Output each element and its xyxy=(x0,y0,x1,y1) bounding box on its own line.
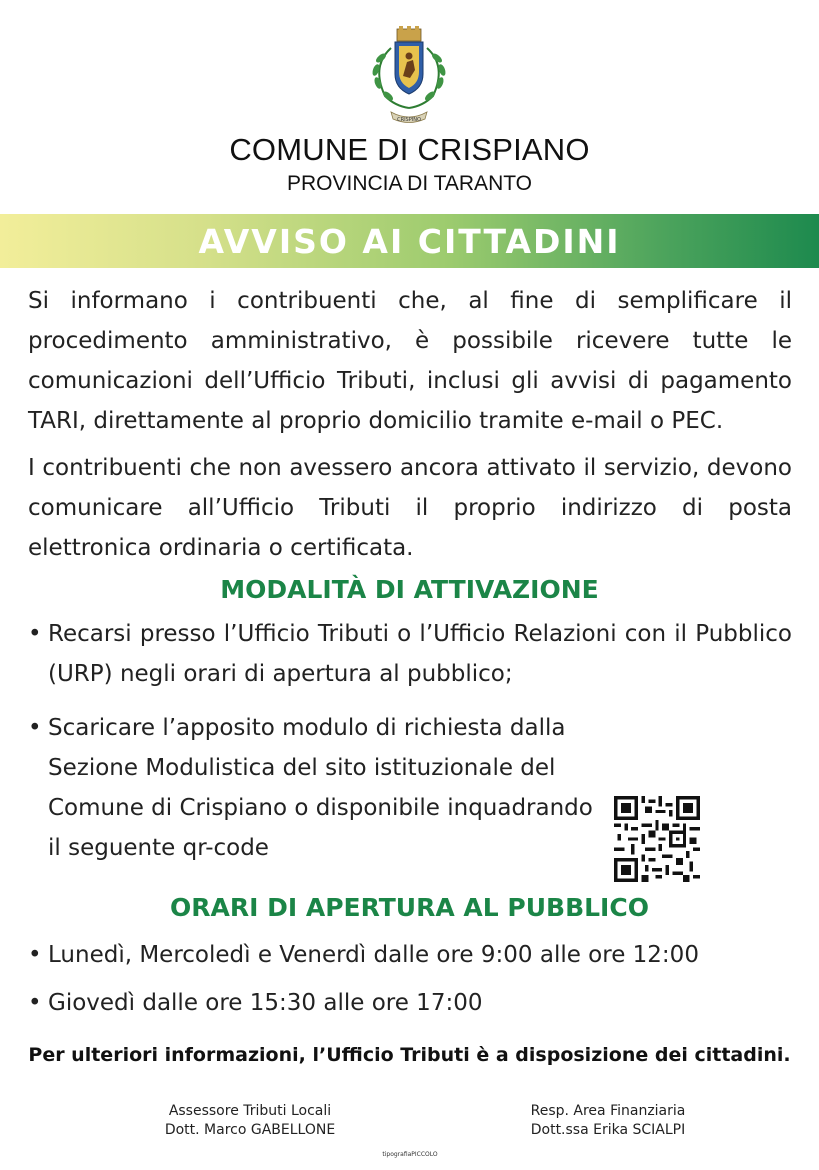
signatory-role: Resp. Area Finanziaria xyxy=(530,1103,686,1119)
signatory-role: Assessore Tributi Locali xyxy=(168,1103,332,1119)
svg-text:CRISPINO: CRISPINO xyxy=(397,117,421,123)
list-item-text: Lunedì, Mercoledì e Venerdì dalle ore 9:00 alle ore 12:00 xyxy=(48,942,699,968)
coat-of-arms-icon xyxy=(355,26,463,126)
list-item-text: Giovedì dalle ore 15:30 alle ore 17:00 xyxy=(48,990,483,1016)
bullet-icon: • xyxy=(28,990,42,1016)
footer-note: Per ulteriori informazioni, l’Ufficio Tributi è a disposizione dei cittadini. xyxy=(28,1044,791,1066)
bullet-icon: • xyxy=(28,942,42,968)
list-item-text: Scaricare l’apposito modulo di richiesta dalla Sezione Modulistica del sito istituzionale del Comune di Crispiano o disponibile inquadrando il seguente qr-code xyxy=(48,715,593,861)
list-item xyxy=(28,983,792,1023)
opening-hours-heading: ORARI DI APERTURA AL PUBBLICO xyxy=(170,893,649,922)
bullet-icon: • xyxy=(28,621,42,647)
intro-paragraph: Si informano i contribuenti che, al fine di semplificare il procedimento amministrativo, è possibile ricevere tutte le comunicazioni dell’Ufficio Tributi, inclusi gli avvisi di pagamento TARI, direttamente al proprio domicilio tramite e-mail o PEC. xyxy=(28,288,792,434)
list-item-text: Recarsi presso l’Ufficio Tributi o l’Ufficio Relazioni con il Pubblico (URP) negli orari di apertura al pubblico; xyxy=(48,621,792,687)
instruction-paragraph: I contribuenti che non avessero ancora attivato il servizio, devono comunicare all’Ufficio Tributi il proprio indirizzo di posta elettronica ordinaria o certificata. xyxy=(28,455,792,561)
list-item xyxy=(28,935,792,975)
activation-heading: MODALITÀ DI ATTIVAZIONE xyxy=(220,575,599,604)
list-item xyxy=(28,614,792,694)
printer-credit: tipografiaPICCOLO xyxy=(382,1151,438,1158)
municipality-title: COMUNE DI CRISPIANO xyxy=(229,132,590,167)
signatory-left xyxy=(150,1102,350,1140)
bullet-icon: • xyxy=(28,715,42,741)
province-subtitle: PROVINCIA DI TARANTO xyxy=(286,172,533,195)
qr-code-icon[interactable] xyxy=(614,796,700,882)
signatory-right xyxy=(508,1102,708,1140)
signatory-name: Dott.ssa Erika SCIALPI xyxy=(530,1122,686,1138)
notice-banner: AVVISO AI CITTADINI xyxy=(0,214,819,268)
signatory-name: Dott. Marco GABELLONE xyxy=(164,1122,336,1138)
